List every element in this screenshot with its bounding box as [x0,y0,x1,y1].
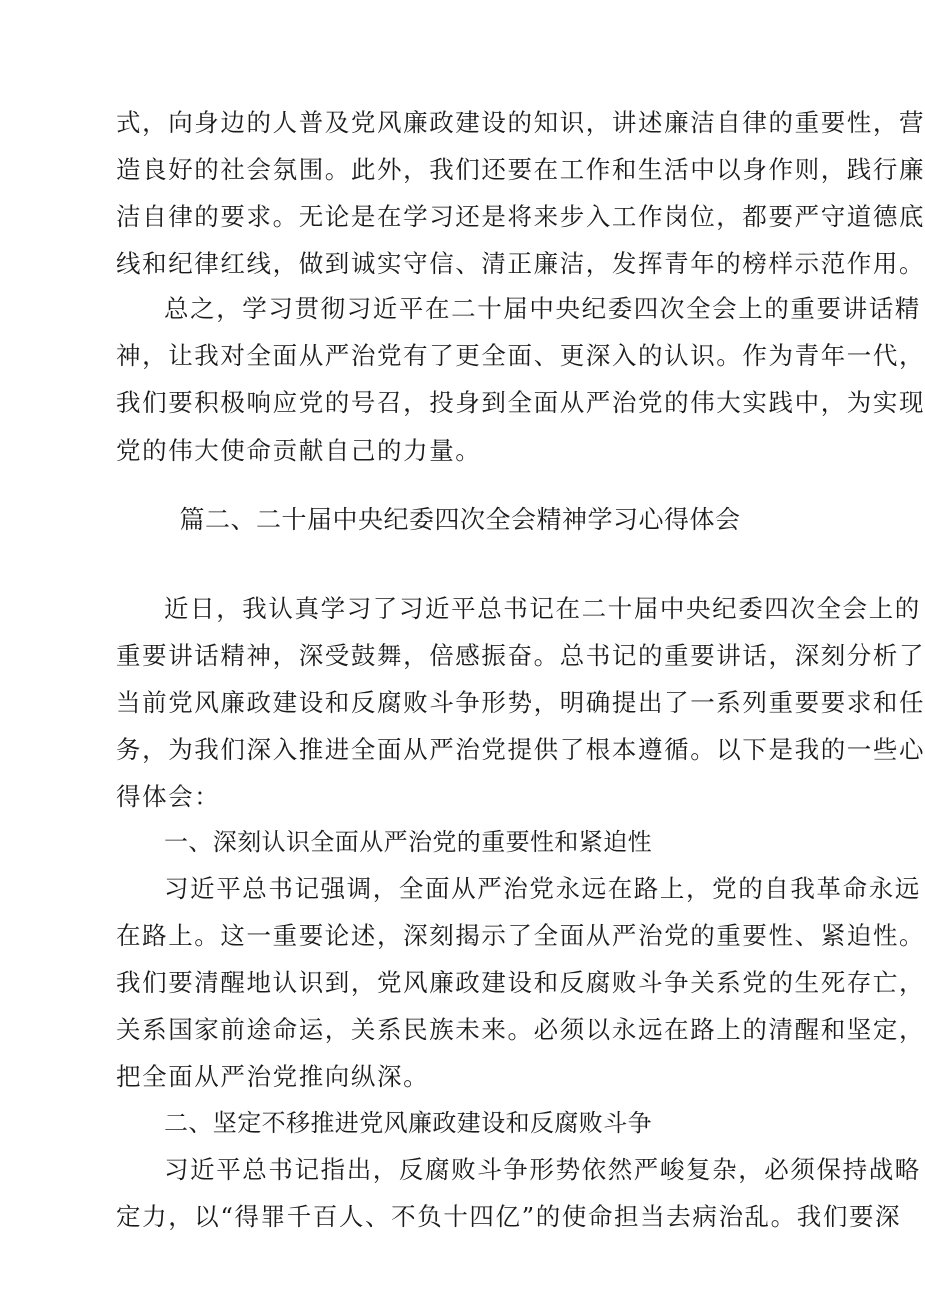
para2-line-2: 神，让我对全面从严治党有了更全面、更深入的认识。作为青年一代， [116,341,925,370]
para1-line-1: 式，向身边的人普及党风廉政建设的知识，讲述廉洁自律的重要性，营 [116,108,925,137]
para1-line-4: 线和纪律红线，做到诚实守信、清正廉洁，发挥青年的榜样示范作用。 [116,249,925,278]
para5-line-2: 定力，以“得罪千百人、不负十四亿”的使命担当去病治乱。我们要深 [116,1202,902,1231]
para3-line-4: 务，为我们深入推进全面从严治党提供了根本遵循。以下是我的一些心 [116,735,925,764]
para2-line-3: 我们要积极响应党的号召，投身到全面从严治党的伟大实践中，为实现 [116,388,925,417]
para1-line-2: 造良好的社会氛围。此外，我们还要在工作和生活中以身作则，践行廉 [116,155,925,184]
para3-line-5: 得体会： [116,782,221,811]
para5-line-1: 习近平总书记指出，反腐败斗争形势依然严峻复杂，必须保持战略 [164,1155,921,1184]
para2-line-4: 党的伟大使命贡献自己的力量。 [116,436,482,465]
heading-1: 一、深刻认识全面从严治党的重要性和紧迫性 [164,828,652,856]
para3-line-3: 当前党风廉政建设和反腐败斗争形势，明确提出了一系列重要要求和任 [116,688,925,717]
para1-line-3: 洁自律的要求。无论是在学习还是将来步入工作岗位，都要严守道德底 [116,202,925,231]
para2-line-1: 总之，学习贯彻习近平在二十届中央纪委四次全会上的重要讲话精 [164,294,921,323]
para4-line-1: 习近平总书记强调，全面从严治党永远在路上，党的自我革命永远 [164,874,921,903]
para4-line-2: 在路上。这一重要论述，深刻揭示了全面从严治党的重要性、紧迫性。 [116,921,925,950]
para3-line-1: 近日，我认真学习了习近平总书记在二十届中央纪委四次全会上的 [164,594,921,623]
para4-line-3: 我们要清醒地认识到，党风廉政建设和反腐败斗争关系党的生死存亡， [116,968,925,997]
para4-line-5: 把全面从严治党推向纵深。 [116,1062,430,1091]
heading-2: 二、坚定不移推进党风廉政建设和反腐败斗争 [164,1109,652,1137]
para4-line-4: 关系国家前途命运，关系民族未来。必须以永远在路上的清醒和坚定， [116,1015,925,1044]
section-title: 篇二、二十届中央纪委四次全会精神学习心得体会 [179,505,741,534]
para3-line-2: 重要讲话精神，深受鼓舞，倍感振奋。总书记的重要讲话，深刻分析了 [116,641,925,670]
